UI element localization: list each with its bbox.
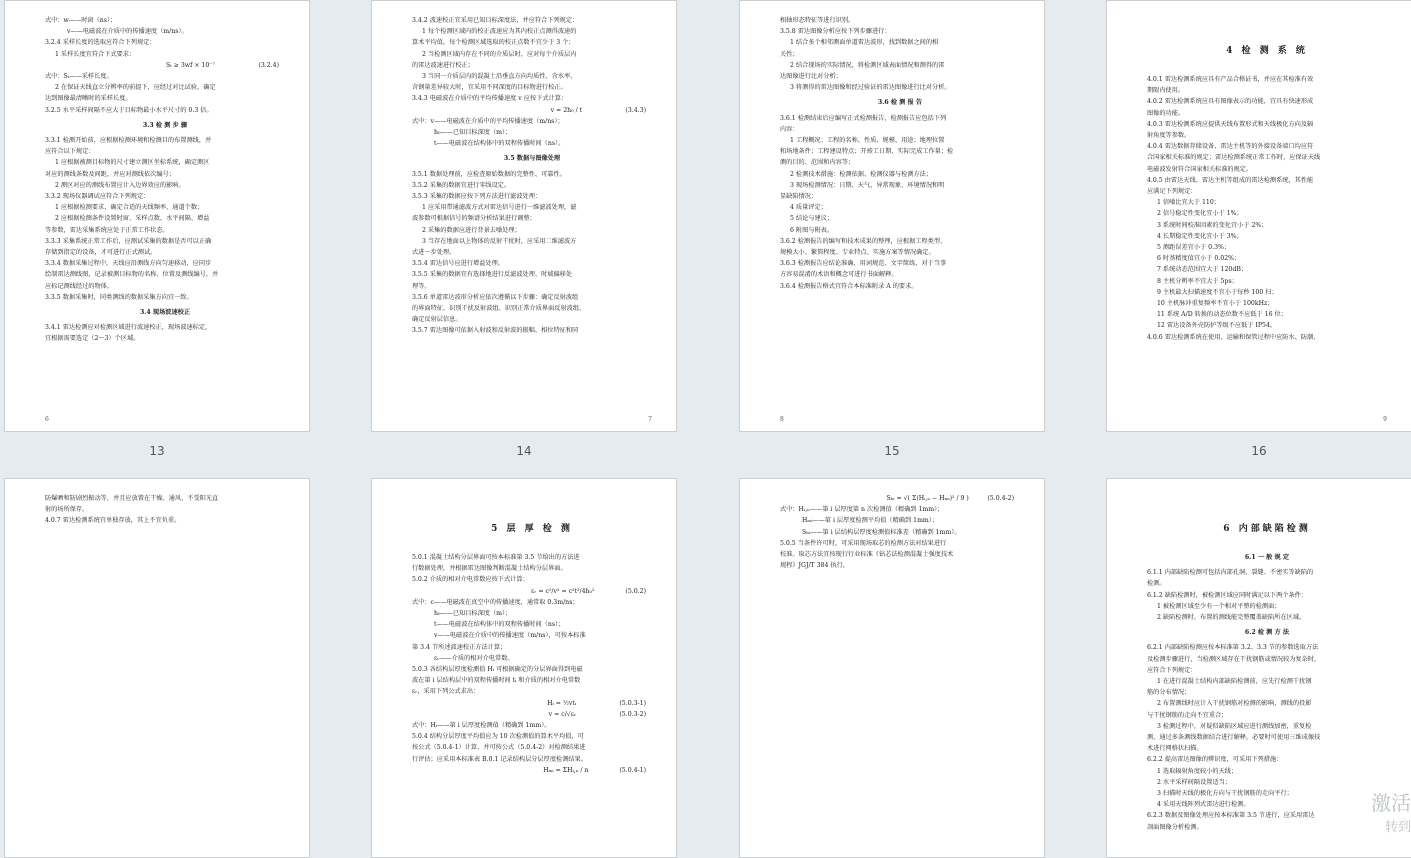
page-text-line: 2 应根据检测条件设置时窗、采样点数、水平间隔、增益	[55, 215, 210, 223]
page-text-line: 防爆晒和防剧烈振动等，并且应放置在干燥、通风、不受阳光直	[45, 495, 219, 502]
page-text-line: 3.3.2 现场仪器调试应符合下列规定：	[45, 193, 150, 201]
page-text-line: 3.5.8 雷达图像分析应按下列步骤进行：	[780, 28, 891, 36]
page-text-line: Sₕᵢ——第 i 层结构层厚度检测值标准差（精确到 1mm）。	[802, 528, 961, 536]
page-text-line: Hₘᵢ——第 i 层厚度检测平均值（精确到 1mm）；	[802, 517, 939, 525]
page-text-line: 式进一步处理。	[412, 249, 456, 257]
page-text-line: v = 2h₀ / t (3.4.3)	[550, 106, 646, 114]
page-text-line: 规模大小、繁简程度、专业特点、实施方案等情况确定。	[780, 249, 935, 257]
page-text-line: Sₕᵢ = √( Σ(Hᵢ,ₙ − Hₘᵢ)² / 9 ) (5.0.4-2)	[886, 495, 1014, 502]
page-text-line: 宜根据需要选定（2～3）个区域。	[45, 335, 140, 343]
page-text-line: 3.4 现场波速校正	[139, 309, 191, 317]
page-text-line: 算术平均值，每个检测区域选取的校正点数不宜少于 3 个；	[412, 39, 575, 47]
page-text-line: 术进行网格状扫描。	[1147, 745, 1203, 753]
page-text-line: 关性；	[780, 50, 799, 58]
page-text-line: 8 主机分辨率不宜大于 5ps；	[1157, 277, 1238, 285]
page-text-line: 2 缺陷检测时，布置的测线能完整覆盖缺陷所在区域。	[1157, 614, 1306, 622]
page-text-line: 对应的测线条数及间距，并应对测线依次编号；	[45, 170, 175, 178]
page-text-line: 3.3.4 数据采集过程中，天线应沿测线方向匀速移动，应同步	[45, 260, 212, 268]
page-text-line: 和场地条件；工程建设特点；开竣工日期、实际完成工作量；检	[780, 148, 954, 156]
page-text-line: 筋的分布情况；	[1147, 689, 1191, 697]
page-text-line: h₀——已知目标深度（m）；	[434, 129, 512, 137]
page-text-line: 3 当存在地面以上物体的反射干扰时，应采用二维滤波方	[422, 237, 577, 245]
page-text-line: 存储到指定的设备，才可进行正式测试。	[45, 249, 157, 257]
page-text-line: 3.4.1 雷达检测应对检测区域进行波速校正，现场波速标定，	[45, 324, 212, 332]
activation-watermark	[1371, 787, 1411, 835]
page-text-line: 期限内使用。	[1147, 87, 1185, 95]
page-text-line: 2 水平采样间隔设置适当；	[1157, 778, 1231, 786]
page-text-line: 4.0.5 由雷达天线、雷达主机等组成的雷达检测系统，其性能	[1147, 176, 1314, 184]
page-text-line: 4.0.6 雷达检测系统在使用、运输和保管过程中应防水、防潮、	[1147, 333, 1320, 341]
page-text-line: 显缺陷情况；	[780, 193, 818, 201]
page-text-line: 2 检测技术措施：检测依据、检测仪器与检测方法；	[790, 170, 933, 178]
page-text-line: 4 质量评定；	[790, 204, 827, 212]
page-text-line: 绘制雷达测线图，记录被测目标物的名称、位置及测线编号，并	[45, 271, 219, 279]
page-text-line: 应符合下列规定：	[1147, 666, 1197, 674]
page-text-line: 6 附图与附表。	[790, 226, 834, 234]
page-text-line: 1 在进行混凝土结构内部缺陷检测前，应先行检测干扰钢	[1157, 678, 1312, 686]
page-text-line: 达图像进行比对分析；	[780, 73, 842, 81]
page-text-line: 波参数可根据信号的频谱分析结果进行调整；	[412, 215, 536, 223]
page-text-line: 电磁波发射符合国家相关标准的规定。	[1147, 165, 1253, 173]
page-text-line: 1 被检测区域至少有一个相对平整的检测面；	[1157, 602, 1281, 610]
page-text-line: 式中：v——电磁波在介质中的平均传播速度（m/ns）；	[412, 117, 564, 125]
page-text-line: 1 选取辐射角度较小的天线；	[1157, 767, 1238, 775]
page-text-line: 规程》JGJ/T 384 执行。	[780, 562, 849, 570]
page-text-line: 2 结合现场的实际情况，将检测区域表面情况和测得的雷	[790, 61, 945, 69]
page-text-line: 剖面图像分析检测。	[1147, 823, 1203, 831]
page-text-line: 5.0.3 各结构层厚度检测值 Hᵢ 可根据确定的分层界面得到电磁	[412, 666, 583, 674]
page-text-line: 2 布置测线时应计入干扰钢筋对检测的影响，测线的投影	[1157, 700, 1312, 708]
page-text-line: 内容：	[780, 125, 799, 133]
page-text-line: 等参数，雷达采集系统应处于正常工作状态。	[45, 226, 169, 234]
page-text-line: 7 系统动态范围宜大于 120dB；	[1157, 266, 1248, 274]
page-text-line: 3.3.3 采集系统正常工作后，应测试采集的数据是否可以正确	[45, 237, 212, 245]
page-text-line: 3 检测过程中，对疑似缺陷区域应进行测线加密，重复检	[1157, 722, 1312, 730]
watermark-line-1: 激活	[1371, 791, 1411, 815]
page-text-line: 的界面特征、识别干扰反射波组、识别正常介质界面反射波组、	[412, 305, 586, 313]
page-text-line: 11 系统 A/D 转换的动态位数不应低于 16 位；	[1157, 311, 1287, 319]
page-text-line: 与干扰钢筋的走向不宜重合；	[1147, 711, 1228, 719]
page-number-14: 14	[516, 444, 532, 458]
page-text-line: 射角度等参数。	[1147, 132, 1191, 140]
page-text-line: 波在第 i 层结构层中的双程传播时间 tᵢ 和介质的相对介电常数	[412, 677, 581, 685]
page-text-line: 5 层 厚 检 测	[491, 524, 573, 534]
page-text-line: 行评估；应采用本标准表 B.0.1 记录结构层分层厚度检测结果。	[412, 755, 587, 763]
page-text-line: 3.5.4 雷达信号应进行增益处理。	[412, 260, 504, 268]
page-text-line: 1 每个检测区域内的校正波速应为其内校正点测得波速的	[422, 28, 577, 36]
page-text-line: t——电磁波在结构体中的双程传播时间（ns）；	[434, 621, 565, 629]
page-text-line: 3.5.7 雷达图像可依据入射波和反射波的振幅、相位特征和同	[412, 327, 579, 335]
page-text-line: 确定反射层信息。	[412, 316, 462, 324]
page-text-line: 1 结合多个相邻测面单道雷达波形，找到数据之间的相	[790, 39, 939, 47]
page-text-line: 2 在保证天线直立分辨率的前提下，应经过对比试验，确定	[55, 84, 216, 92]
page-text-line: 校准。取芯方法宜按现行行业标准《钻芯法检测混凝土强度技术	[780, 551, 954, 559]
page-text-line: h₀——已知目标深度（m）；	[434, 610, 512, 618]
page-number-15: 15	[884, 444, 900, 458]
page-text-line: 3.5.5 采集的数据宜有选择地进行反滤波处理、时域偏移处	[412, 271, 573, 279]
page-number-16: 16	[1251, 444, 1267, 458]
page-folio: 7	[648, 416, 652, 423]
page-text-line: εᵣ，采用下列公式求出：	[412, 688, 480, 696]
page-text-line: 1 应根据被测目标物的尺寸建立测区坐标系统，确定测区	[55, 159, 210, 167]
page-text-line: Hₘᵢ = ΣHᵢ,ₙ / n (5.0.4-1)	[543, 766, 646, 774]
page-text-line: 6 内部缺陷检测	[1223, 524, 1311, 534]
page-text-line: 4.0.7 雷达检测系统宜单独存放，其上不宜负重。	[45, 517, 181, 525]
page-text-line: 1 应采用带通滤波方式对雷达信号进行一维滤波处理，滤	[422, 204, 577, 212]
page-folio: 9	[1383, 416, 1387, 423]
page-text-line: 4.0.3 雷达检测系统应提供天线布置形式和天线极化方向及辐	[1147, 120, 1314, 128]
page-text-line: 测的目的、范围和内容等；	[780, 159, 855, 167]
page-text-line: 式中：w——时窗（ns）；	[45, 17, 117, 24]
page-text-line: 1 工程概况：工程的名称、性质、规模、用途；地理位置	[790, 137, 945, 145]
page-text-line: 6.1 一 般 规 定	[1244, 554, 1290, 561]
page-text-line: 3.6.3 检测报告应结论准确、用词规范、文字简练，对于当事	[780, 260, 947, 268]
document-page-19[interactable]	[739, 478, 1045, 858]
page-text-line: 3.2.4 采样长度的选取应符合下列规定：	[45, 39, 156, 47]
page-text-line: 达到图像最清晰时的采样长度。	[45, 95, 132, 103]
page-text-line: 2 采集的数据应进行背景去噪处理；	[422, 226, 521, 234]
page-text-line: 3.5.2 采集的数据宜进行零线设定。	[412, 181, 511, 189]
page-text-line: 6 时基精度值宜小于 0.02%；	[1157, 255, 1241, 263]
document-page-15[interactable]	[739, 0, 1045, 432]
page-number-13: 13	[149, 444, 165, 458]
page-text-line: 应标记测线经过的物体。	[45, 282, 114, 290]
page-text-line: 相轴形态特征等进行识别。	[780, 17, 855, 24]
page-text-line: 3.4.3 电磁波在介质中的平均传播速度 v 应按下式计算：	[412, 95, 568, 103]
page-text-line: 3.4.2 波速校正宜采用已知目标深度法，并应符合下列规定：	[412, 17, 579, 24]
page-text-line: 3 系统时间校准因素的变化宜小于 2%；	[1157, 221, 1268, 229]
page-text-line: 式中：Sₜ——采样长度。	[45, 73, 113, 81]
page-text-line: 5.0.4 结构分层厚度平均值应为 10 次检测值的算术平均值，可	[412, 733, 584, 741]
page-text-line: Hᵢ = ½vtᵢ (5.0.3-1)	[547, 699, 646, 707]
page-text-line: 9 主机最大扫描速度不宜小于每秒 100 扫；	[1157, 288, 1278, 296]
page-text-line: 3.6.2 检测报告的编写和技术成果的整理，应根据工程类型、	[780, 237, 947, 245]
page-text-line: 3.5.6 单道雷达波形分析应依次遵循以下步骤：确定反射波组	[412, 293, 579, 301]
page-text-line: 5.0.1 混凝土结构分层界面可按本标准第 3.5 节给出的方法进	[412, 554, 580, 561]
page-text-line: 12 雷达设备外壳防护等级不应低于 IP54。	[1157, 322, 1277, 330]
page-text-line: 4 采用天线阵列式雷达进行检测。	[1157, 801, 1250, 809]
page-text-line: t——电磁波在结构体中的双程传播时间（ns）。	[434, 140, 565, 148]
page-text-line: 3.3.1 检测开始前，应根据检测环境和检测目的布置测线，并	[45, 137, 212, 145]
page-text-line: 5.0.2 介质的相对介电常数应按下式计算：	[412, 576, 529, 584]
page-text-line: v——电磁波在介质中的传播速度（m/ns）。	[67, 28, 188, 36]
page-text-line: 2 测区对应的测线布置应计入边界效应的影响。	[55, 181, 185, 189]
page-text-line: 3 扫描时天线的极化方向与干扰钢筋的走向平行；	[1157, 790, 1293, 798]
document-page-18[interactable]	[371, 478, 677, 858]
page-text-line: 6.2.2 提高雷达图像的辨识度，可采用下列措施：	[1147, 756, 1283, 764]
page-text-line: 2 信号稳定性变化宜小于 1%；	[1157, 210, 1243, 218]
page-text-line: 应符合以下规定：	[45, 148, 95, 156]
page-text-line: 1 信噪比宜大于 110；	[1157, 199, 1220, 207]
page-folio: 6	[45, 416, 49, 423]
page-text-line: 第 3.4 节所述波速校正方法计算；	[412, 643, 507, 651]
page-text-line: 5 测距误差宜小于 0.3%；	[1157, 244, 1231, 252]
page-text-line: Sₜ ≥ 3wf × 10⁻⁷ (3.2.4)	[165, 61, 279, 69]
page-text-line: 3.5.1 数据处理前，应检查原始数据的完整性、可靠性。	[412, 170, 566, 178]
page-text-line: 3.3.5 数据采集时，同类测线的数据采集方向宜一致。	[45, 293, 193, 301]
watermark-line-2: 转到	[1384, 820, 1411, 835]
page-text-line: 按公式（5.0.4-1）计算，并可按公式（5.0.4-2）对检测结果进	[412, 744, 586, 752]
document-page-20[interactable]	[1106, 478, 1411, 858]
page-text-line: 4 检 测 系 统	[1226, 46, 1308, 56]
page-text-line: 含钢量差异较大时，宜采用不同深度的目标物进行校正。	[412, 84, 567, 92]
page-text-line: 应满足下列规定：	[1147, 188, 1197, 196]
page-text-line: 式中：c——电磁波在真空中的传播速度，通常取 0.3m/ns；	[412, 598, 579, 606]
page-text-line: 1 采样长度宜符合下式要求：	[55, 50, 136, 58]
page-text-line: 的雷达波速进行校正；	[412, 61, 474, 69]
page-text-line: 理等。	[412, 282, 431, 290]
page-text-line: 及检测步骤进行，当检测区域存在干扰钢筋或情况较为复杂时，	[1147, 655, 1321, 663]
page-text-line: 式中：Hᵢ——第 i 层厚度检测值（精确到 1mm）。	[412, 722, 551, 730]
page-text-line: 3 将测得的雷达图像和经过验证的雷达图像进行比对分析。	[790, 84, 951, 92]
page-text-line: 射的场所保存。	[45, 506, 89, 514]
page-text-line: 5 结论与建议；	[790, 215, 834, 223]
page-text-line: 6.2.1 内部缺陷检测应按本标准第 3.2、3.3 节的参数选取方法	[1147, 644, 1319, 652]
page-text-line: 1 应根据检测要求、确定合适的天线频率、通道个数；	[55, 204, 204, 212]
page-text-line: 6.1.1 内部缺陷检测可包括内部孔洞、裂缝、不密实等缺陷的	[1147, 569, 1314, 577]
page-text-line: 6.2.3 数据及图像处理应按本标准第 3.5 节进行，应采用雷达	[1147, 812, 1315, 820]
page-text-line: 合国家相关标准的规定；雷达检测系统正常工作时，应保证天线	[1147, 154, 1321, 162]
page-text-line: 检测。	[1147, 580, 1166, 588]
page-text-line: 6.2 检 测 方 法	[1244, 629, 1290, 637]
page-text-line: 3.6 检 测 报 告	[877, 99, 923, 107]
page-text-line: 6.1.2 缺陷检测时，被检测区域应同时满足以下两个条件：	[1147, 591, 1308, 599]
page-text-line: 3.6.4 检测报告格式宜符合本标准附录 A 的要求。	[780, 282, 918, 290]
page-text-line: 3.2.5 水平采样间隔不应大于目标物最小水平尺寸的 0.3 倍。	[45, 106, 213, 114]
page-text-line: 3.3 检 测 步 骤	[142, 121, 188, 129]
page-text-line: 4.0.4 雷达数据存储设备、雷达主机等的外接设备端口均应符	[1147, 143, 1314, 151]
page-text-line: v = c/√εᵣ (5.0.3-2)	[548, 710, 646, 718]
page-text-line: 式中：Hᵢ,ₙ——第 i 层厚度第 n 次检测值（精确到 1mm）；	[780, 506, 944, 514]
page-text-line: εᵣ = c²/v² = c²t²/4h₀² (5.0.2)	[531, 587, 646, 595]
page-text-line: 2 当检测区域内存在不同的介质层时，应对每个介质层内	[422, 50, 577, 58]
page-text-line: 测，通过多条测线数据结合进行解释，必要时可使用三维成像技	[1147, 734, 1321, 742]
page-text-line: 4.0.2 雷达检测系统应具有图像表示的功能，宜具有快速形成	[1147, 98, 1314, 106]
page-folio: 8	[780, 416, 784, 423]
page-text-line: 3.5 数据与图像处理	[503, 155, 561, 163]
document-page-16[interactable]	[1106, 0, 1411, 432]
document-page-13[interactable]	[4, 0, 310, 432]
document-page-14[interactable]	[371, 0, 677, 432]
page-text-line: 3 现场检测情况：日期、天气、异常现象、环境情况和明	[790, 181, 945, 189]
page-text-line: 行数据处理，并根据雷达图像判断混凝土结构分层界面。	[412, 565, 567, 573]
page-text-line: 3.6.1 检测结束后应编写正式检测报告，检测报告应包括下列	[780, 114, 947, 122]
page-text-line: εᵣ——介质的相对介电常数。	[434, 654, 514, 662]
page-text-line: v——电磁波在介质中的传播速度（m/ns），可按本标准	[434, 632, 586, 640]
page-text-line: 5.0.5 当条件许可时，可采用现场取芯的检测方法对结果进行	[780, 539, 947, 547]
page-text-line: 10 主机脉冲重复频率不宜小于 100kHz；	[1157, 300, 1274, 308]
page-text-line: 4 长期稳定性变化宜小于 3%；	[1157, 232, 1243, 240]
page-text-line: 方容易混淆的术语和概念可进行书面解释。	[780, 271, 898, 279]
page-text-line: 3.5.3 采集的数据应按下列方法进行滤波处理：	[412, 193, 542, 201]
page-text-line: 4.0.1 雷达检测系统应具有产品合格证书，并应在其检准有效	[1147, 76, 1314, 83]
page-text-line: 3 当同一介质层内的混凝土沿垂直方向均质性、含水率、	[422, 73, 577, 81]
page-text-line: 图像的功能。	[1147, 109, 1185, 117]
document-page-17[interactable]	[4, 478, 310, 858]
